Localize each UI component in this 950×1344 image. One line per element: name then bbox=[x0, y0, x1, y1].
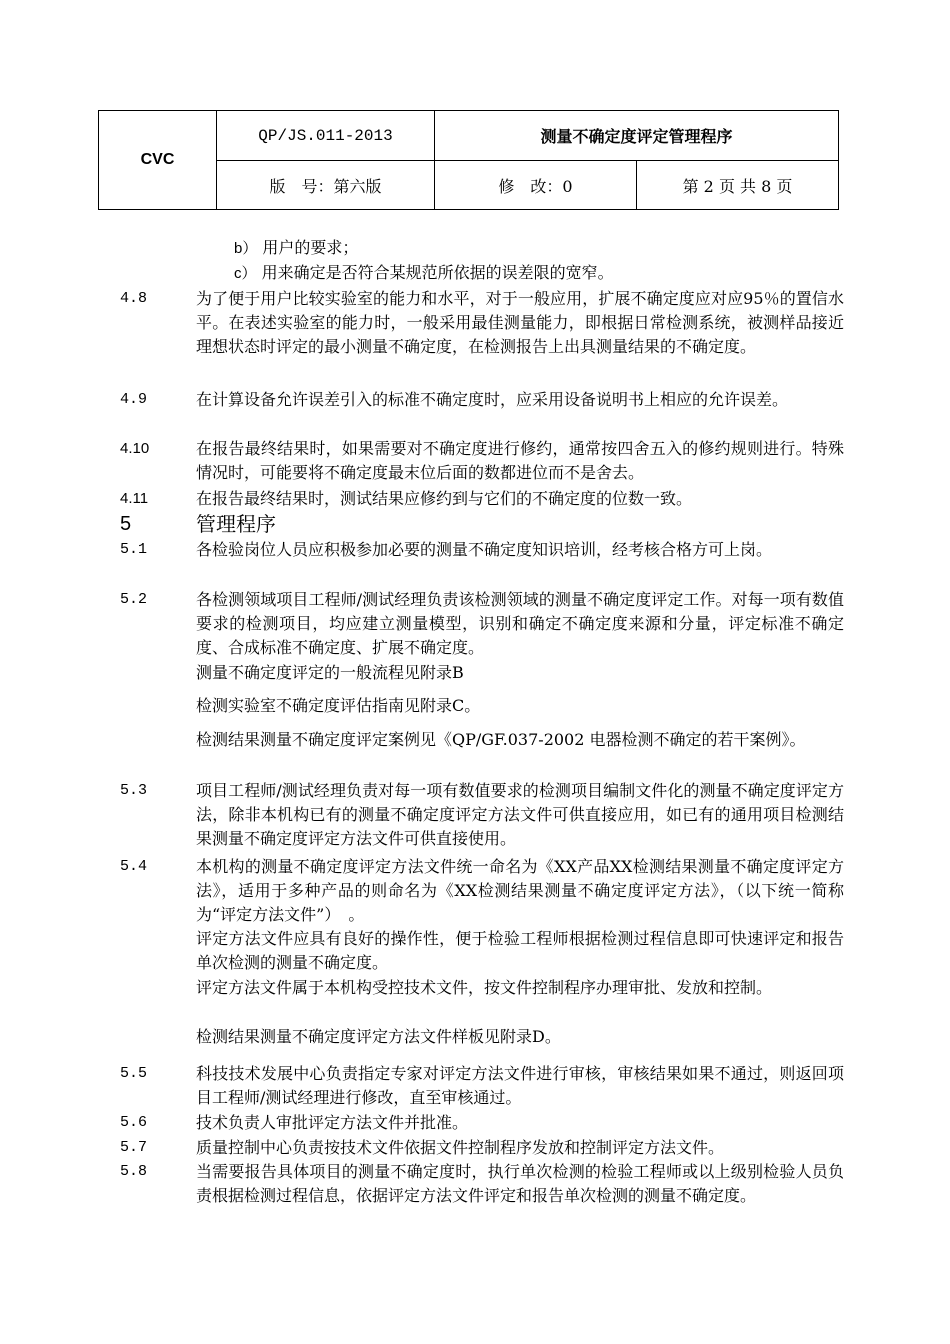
list-item-text: 用来确定是否符合某规范所依据的误差限的宽窄。 bbox=[256, 263, 614, 282]
item-number: 5.3 bbox=[120, 782, 148, 799]
item-number: 5.2 bbox=[120, 591, 148, 608]
section-number: 5 bbox=[120, 513, 132, 535]
item-text: 科技技术发展中心负责指定专家对评定方法文件进行审核，审核结果如果不通过，则返回项目工程师/测试经理进行修改，直至审核通过。 bbox=[196, 1064, 844, 1107]
list-item-text: 用户的要求； bbox=[257, 238, 359, 257]
org-code: CVC bbox=[99, 111, 217, 210]
section-title: 管理程序 bbox=[196, 512, 276, 536]
item-text: 评定方法文件应具有良好的操作性，便于检验工程师根据检测过程信息即可快速评定和报告单次检测的测量不确定度。 bbox=[196, 929, 844, 972]
clause-number: 4.11 bbox=[120, 490, 149, 507]
clause-number: 4.10 bbox=[120, 440, 150, 457]
list-item-b bbox=[234, 236, 358, 261]
list-item-c bbox=[234, 261, 614, 286]
revision-label: 修 改：0 bbox=[435, 161, 637, 210]
item-text: 检测结果测量不确定度评定案例见《QP/GF.037-2002 电器检测不确定的若干案例》。 bbox=[196, 730, 806, 749]
item-number: 5.1 bbox=[120, 541, 148, 558]
list-letter: b） bbox=[234, 240, 258, 257]
clause-number: 4.8 bbox=[120, 290, 148, 307]
item-number: 5.7 bbox=[120, 1139, 148, 1156]
item-number: 5.4 bbox=[120, 858, 148, 875]
item-text: 测量不确定度评定的一般流程见附录B bbox=[196, 663, 464, 682]
item-text: 项目工程师/测试经理负责对每一项有数值要求的检测项目编制文件化的测量不确定度评定方法，除非本机构已有的测量不确定度评定方法文件可供直接应用，如已有的通用项目检测结果测量不确定度评定方法文件可供直接使用。 bbox=[196, 781, 844, 848]
item-number: 5.6 bbox=[120, 1114, 148, 1131]
item-text: 各检验岗位人员应积极参加必要的测量不确定度知识培训，经考核合格方可上岗。 bbox=[196, 540, 773, 559]
clause-text: 在计算设备允许误差引入的标准不确定度时，应采用设备说明书上相应的允许误差。 bbox=[196, 390, 789, 409]
item-number: 5.8 bbox=[120, 1163, 148, 1180]
item-text: 本机构的测量不确定度评定方法文件统一命名为《XX产品XX检测结果测量不确定度评定方法》，适用于多种产品的则命名为《XX检测结果测量不确定度评定方法》，（以下统一简称为“评定方法文件”） 。 bbox=[196, 857, 844, 924]
item-text: 质量控制中心负责按技术文件依据文件控制程序发放和控制评定方法文件。 bbox=[196, 1138, 725, 1157]
page-indicator: 第 2 页 共 8 页 bbox=[637, 161, 839, 210]
item-text: 技术负责人审批评定方法文件并批准。 bbox=[196, 1113, 469, 1132]
document-title: 测量不确定度评定管理程序 bbox=[435, 111, 839, 161]
document-header-table bbox=[98, 110, 839, 210]
item-text: 检测结果测量不确定度评定方法文件样板见附录D。 bbox=[196, 1027, 561, 1046]
clause-text: 在报告最终结果时，如果需要对不确定度进行修约，通常按四舍五入的修约规则进行。特殊情况时，可能要将不确定度最末位后面的数都进位而不是舍去。 bbox=[196, 439, 844, 482]
item-text: 当需要报告具体项目的测量不确定度时，执行单次检测的检验工程师或以上级别检验人员负责根据检测过程信息，依据评定方法文件评定和报告单次检测的测量不确定度。 bbox=[196, 1162, 844, 1205]
item-text: 各检测领域项目工程师/测试经理负责该检测领域的测量不确定度评定工作。对每一项有数值要求的检测项目，均应建立测量模型，识别和确定不确定度来源和分量，评定标准不确定度、合成标准不确定度、扩展不确定度。 bbox=[196, 590, 844, 657]
list-letter: c） bbox=[234, 265, 257, 282]
document-number: QP/JS.011-2013 bbox=[217, 111, 435, 161]
clause-text: 为了便于用户比较实验室的能力和水平，对于一般应用，扩展不确定度应对应95％的置信水平。在表述实验室的能力时，一般采用最佳测量能力，即根据日常检测系统，被测样品接近理想状态时评定的最小测量不确定度，在检测报告上出具测量结果的不确定度。 bbox=[196, 289, 844, 356]
item-text: 检测实验室不确定度评估指南见附录C。 bbox=[196, 696, 481, 715]
item-number: 5.5 bbox=[120, 1065, 148, 1082]
edition-label: 版 号：第六版 bbox=[217, 161, 435, 210]
clause-number: 4.9 bbox=[120, 391, 148, 408]
clause-text: 在报告最终结果时，测试结果应修约到与它们的不确定度的位数一致。 bbox=[196, 489, 693, 508]
item-text: 评定方法文件属于本机构受控技术文件，按文件控制程序办理审批、发放和控制。 bbox=[196, 978, 773, 997]
